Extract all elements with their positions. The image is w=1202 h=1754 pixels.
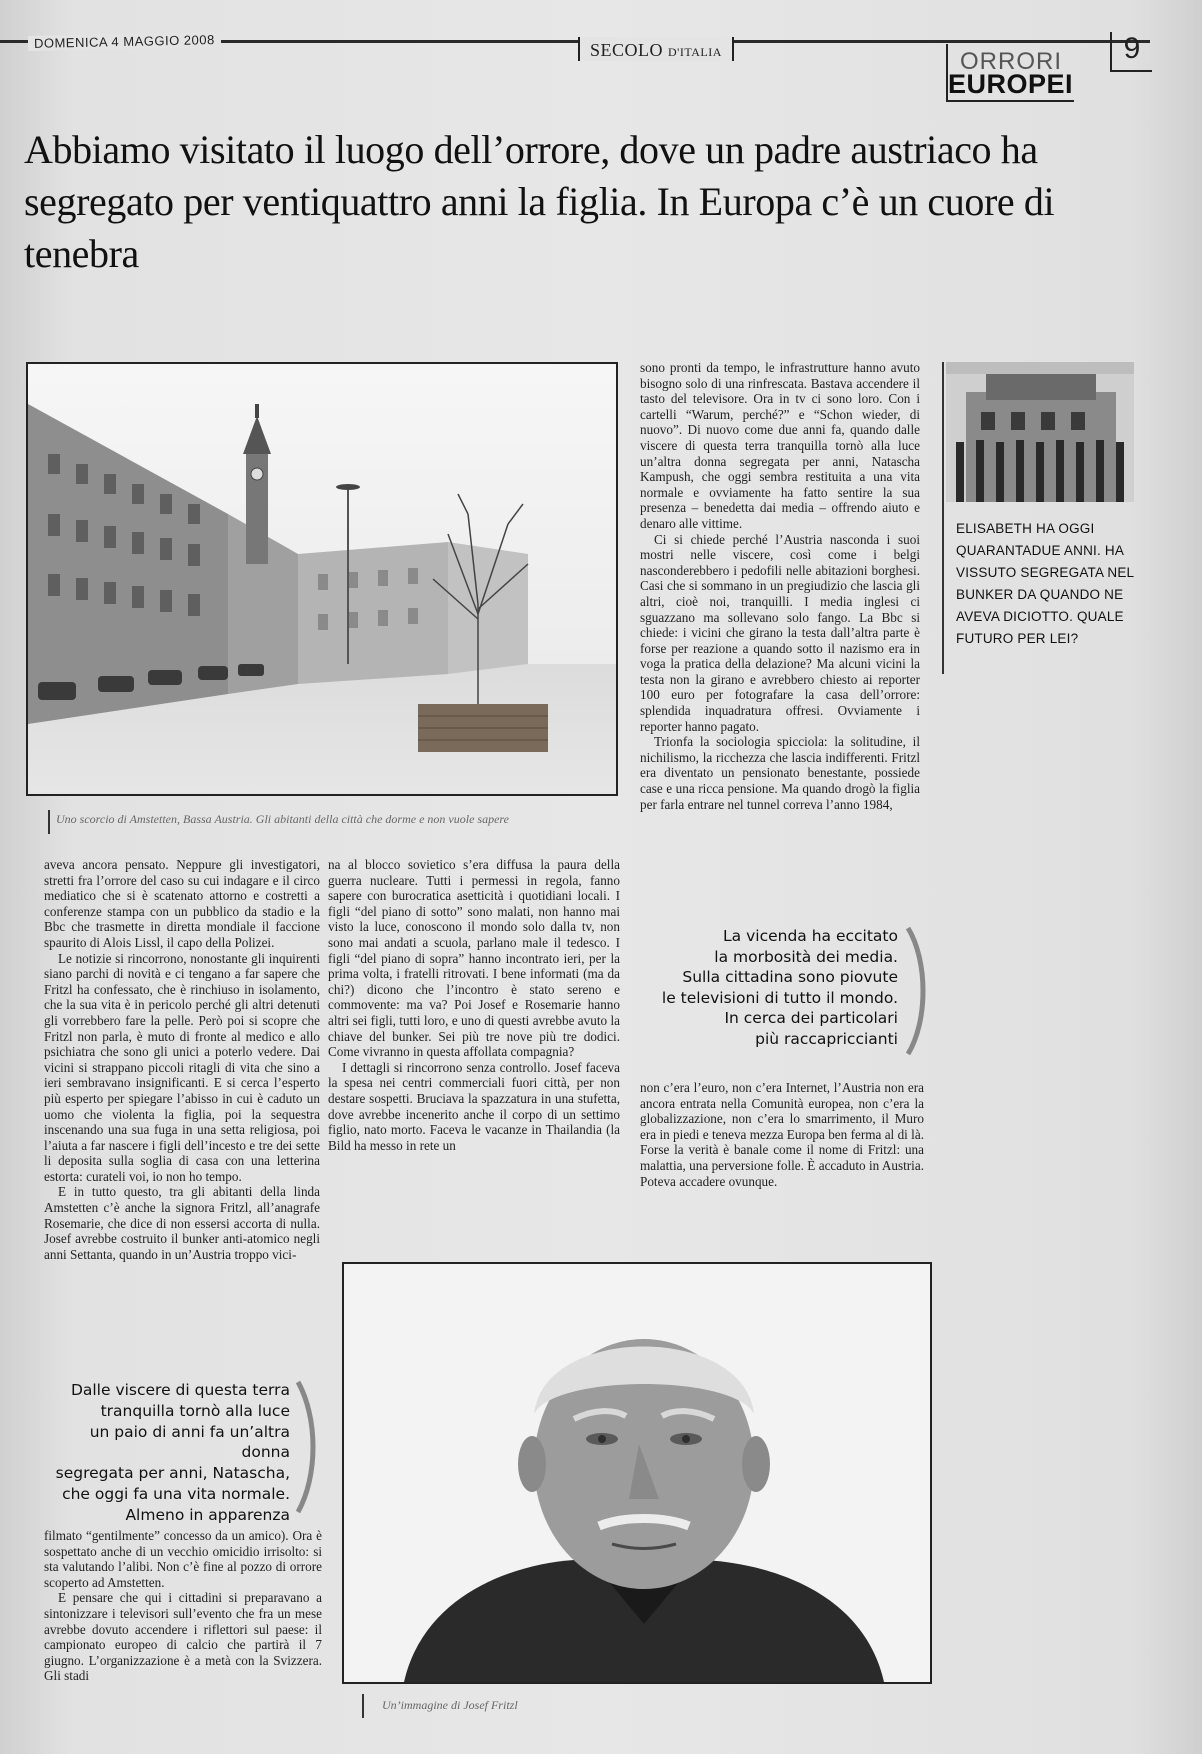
- pullquote-arc-icon: [906, 926, 928, 1056]
- headline: [24, 124, 1174, 280]
- house-illustration: [946, 362, 1134, 502]
- house-photo: [946, 362, 1134, 502]
- town-square-photo: [26, 362, 618, 796]
- article-column-5: [44, 1528, 322, 1684]
- paragraph: I dettagli si rincorrono senza controllo. Josef faceva la spesa nei centri commerciali fuori città, per non destare sospetti. Bruciava la spazzatura in una stufetta, dove avrebbe incenerito anche il corpo di un settimo figlio, nato morto. Faceva le vacanze in Thailandia (la Bild ha messo in rete un: [328, 1059, 620, 1153]
- paragraph: Trionfa la sociologia spicciola: la solitudine, il nichilismo, la ricchezza che lascia indifferenti. Fritzl era diventato un pensionato benestante, possiede case e una ricca pensione. Ma quando drogò la figlia per farla entrare nel tunnel correva l’anno 1984,: [640, 734, 920, 812]
- pullquote-line: segregata per anni, Natascha,: [55, 1464, 290, 1483]
- sidebar-box: [942, 362, 1134, 674]
- pullquote-line: le televisioni di tutto il mondo.: [661, 988, 898, 1007]
- headline-line-2: segregato per ventiquattro anni la figlia. In Europa c’è un cuore di tenebra: [24, 179, 1055, 276]
- pullquote-line: la morbosità dei media.: [714, 947, 898, 966]
- paragraph: E in tutto questo, tra gli abitanti della linda Amstetten c’è anche la signora Fritzl, all’anagrafe Rosemarie, che dice di non essersi accorta di nulla. Josef avrebbe costruito il bunker anti-atomico negli anni Settanta, quando in un’Austria troppo vici-: [44, 1184, 320, 1262]
- portrait-photo: [342, 1262, 932, 1684]
- paragraph: Ci si chiede perché l’Austria nasconda i suoi mostri nelle viscere, così come i belgi nasconderebbero i pedofili nelle abitazioni borghesi. Casi che si sommano in un pregiudizio che lascia gli altri, cioè noi, tranquilli. I media inglesi ci sguazzano ma sollevano solo fango. La Bbc si chiede: i vicini che girano la testa dall’altra parte è forse per reazione a quando sotto il nazismo era in voga la pratica della delazione? Ma alcuni vicini la testa non la girano e avrebbero chiesto ai reporter 100 euro per fotografare la casa dell’orrore: splendida inquadratura offresi. Ovviamente i reporter hanno pagato.: [640, 531, 920, 734]
- portrait-illustration: [344, 1264, 930, 1682]
- issue-date: DOMENICA 4 MAGGIO 2008: [28, 32, 221, 51]
- section-tag-line1: ORRORI: [960, 48, 1062, 75]
- pullquote-line: più raccapriccianti: [755, 1029, 898, 1048]
- masthead-main: SECOLO: [590, 40, 664, 60]
- paragraph: filmato “gentilmente” concesso da un amico). Ora è sospettato anche di un vecchio omicidio irrisolto: si sta valutando l’alibi. Non c’è fine al pozzo di orrore scoperto ad Amstetten.: [44, 1528, 322, 1590]
- paragraph: sono pronti da tempo, le infrastrutture hanno avuto bisogno solo di una rinfrescata. Bastava accendere il tasto del televisore. Ora in tv ci sono loro. Con i cartelli “Warum, perché?” e “Schon wieder, di nuovo”. Di nuovo come due anni fa, quando dalle viscere di questa terra tranquilla tornò alla luce un’altra donna segregata per anni, Natascha Kampush, che oggi sembra restituita a una vita normale e ovviamente ha fatto sentire la sua presenza – benedetta dai media – offrendo aiuto e denaro alle vittime.: [640, 360, 920, 531]
- section-tag: [946, 44, 1074, 102]
- paragraph: Le notizie si rincorrono, nonostante gli inquirenti siano parchi di novità e ci tengano a far sapere che Fritzl ha confessato, che è rinchiuso in isolamento, che la sua vita è in pericolo perché gli altri detenuti gli vorrebbero fare la pelle. Però poi si scopre che Fritzl non parla, è muto di fronte al medico e allo psichiatra che sono gli unici a poterlo vedere. Dai vicini si strappano piccoli ritagli di vita che sino a ieri sembravano insignificanti. E si cerca l’esperto più esperto per spiegare l’abisso in cui è caduto un uomo che violenta la figlia, poi la sequestra inscenando una sua fuga in una setta religiosa, poi l’aiuta a far nascere i figli dell’incesto e tre dei sette li deposita sulla soglia di casa con una letterina estorta: curateli voi, io non ho tempo.: [44, 950, 320, 1184]
- paragraph: na al blocco sovietico s’era diffusa la paura della guerra nucleare. Tutti i permessi in regola, fanno sapere con burocratica asetticità i quotidiani locali. I figli “del piano di sotto” sono malati, non hanno mai visto la luce, conoscono il mondo solo dalla tv, non sono mai andati a scuola, parlano male il tedesco. I figli “del piano di sopra” hanno incontrato ieri, per la prima volta, i fratelli ritrovati. I bene informati (ma da chi?) dicono che l’incontro è stato sereno e commovente: ma va? Poi Josef e Rosemarie hanno altri sei figli, tutti loro, e uno di questi avrebbe avuto la chiave del bunker. Sei più tre nove più tre dodici. Come vivranno in questa affollata compagnia?: [328, 857, 620, 1060]
- pullquote-line: tranquilla tornò alla luce: [100, 1401, 290, 1420]
- sidebar-caption: ELISABETH HA OGGI QUARANTADUE ANNI. HA VISSUTO SEGREGATA NEL BUNKER DA QUANDO NE AVEVA DICIOTTO. QUALE FUTURO PER LEI?: [956, 521, 1134, 646]
- pullquote-line: La vicenda ha eccitato: [723, 927, 898, 945]
- pullquote-line: Almeno in apparenza: [125, 1505, 290, 1524]
- pullquote-line: che oggi fa una vita normale.: [62, 1484, 290, 1503]
- section-tag-line2: EUROPEI: [948, 69, 1074, 99]
- pullquote-line: Sulla cittadina sono piovute: [682, 968, 898, 986]
- headline-line-1: Abbiamo visitato il luogo dell’orrore, dove un padre austriaco ha: [24, 127, 1038, 172]
- article-column-3: [640, 360, 920, 812]
- page-number: 9: [1110, 32, 1152, 72]
- paragraph: non c’era l’euro, non c’era Internet, l’Austria non era ancora entrata nella Comunità europea, non c’era la globalizzazione, non c’era lo smarrimento, il Muro era in piedi e teneva mezza Europa ben ferma al di là. Forse la verità è banale come il nome di Fritzl: una malattia, una perversione folle. È accaduto in Austria. Poteva accadere ovunque.: [640, 1080, 924, 1189]
- article-column-4: [640, 1080, 924, 1189]
- pullquote-2: [40, 1380, 320, 1526]
- article-column-2: [328, 857, 620, 1153]
- photo-caption-1: Uno scorcio di Amstetten, Bassa Austria. Gli abitanti della città che dorme e non vuole sapere: [48, 810, 626, 834]
- pullquote-line: Dalle viscere di questa terra: [70, 1381, 290, 1399]
- article-column-1: [44, 857, 320, 1262]
- pullquote-1: [628, 926, 918, 1049]
- masthead-small: D'ITALIA: [668, 45, 722, 59]
- photo-caption-2: Un’immagine di Josef Fritzl: [362, 1694, 782, 1718]
- masthead: [578, 37, 734, 61]
- pullquote-line: In cerca dei particolari: [724, 1009, 898, 1027]
- paragraph: aveva ancora pensato. Neppure gli investigatori, stretti fra l’orrore del caso su cui indagare e il circo mediatico che si è scatenato attorno e costretti a conferenze stampa con un pubblico da stadio e la Bbc che trasmette in diretta mondiale il faccione spaurito di Alois Lissl, il capo della Polizei.: [44, 857, 320, 950]
- pullquote-arc-icon: [296, 1380, 318, 1514]
- town-square-illustration: [28, 364, 616, 794]
- pullquote-line: un paio di anni fa un’altra donna: [89, 1422, 290, 1462]
- paragraph: E pensare che qui i cittadini si preparavano a sintonizzare i televisori sull’evento che fra un mese avrebbe dovuto accendere i riflettori sul paese: il campionato europeo di calcio che partirà il 7 giugno. L’organizzazione è a metà con la Svizzera. Gli stadi: [44, 1590, 322, 1684]
